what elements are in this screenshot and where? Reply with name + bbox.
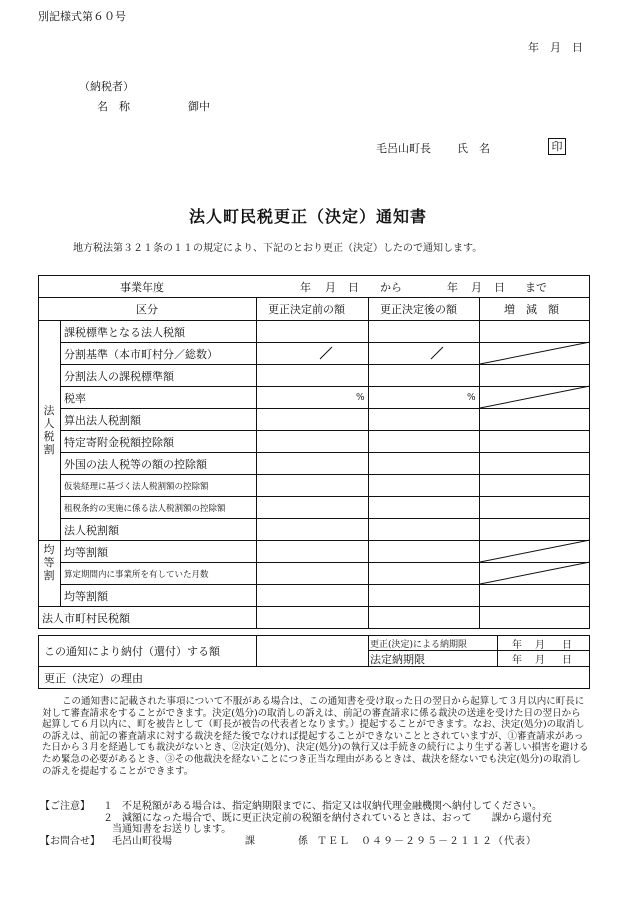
- deadline-day: 日: [562, 639, 572, 651]
- notice-text: この通知書に記載された事項について不服がある場合は、この通知書を受け取った日の翌日から起算して３月以内に町長に対して審査請求をすることができます。決定(処分)の取消しの訴えは、前記の審査請求に係る裁決の送達を受けた日の翌日から起算して６月以内に、町を被告として（町長が被告の代表者となります。）提起することができます。なお、決定(処分)の取消しの訴えは、前記の審査請求に対する裁決を経た後でなければ提起することができないこととされていますが、①審査請求があった日から３月を経過しても裁決がないとき、②決定(処分)、決定(処分)の執行又は手続きの続行により生ずる著しい損害を避けるため緊急の必要があるとき、③その他裁決を経ないことにつき正当な理由があるときは、裁決を経ないでも決定(処分)の取消しの訴えを提起することができます。: [42, 696, 589, 777]
- reason-label: 更正（決定）の理由: [44, 671, 143, 685]
- fy-from: から: [380, 280, 402, 294]
- column-header-change: 増 減 額: [504, 303, 559, 316]
- form-number: 別記様式第６０号: [38, 10, 126, 23]
- legal-deadline-year: 年: [512, 655, 522, 666]
- seal-icon: 印: [548, 138, 566, 155]
- row-label: 税率: [64, 391, 86, 405]
- fy-day-2: 日: [494, 280, 505, 294]
- legal-deadline-month: 月: [535, 655, 545, 666]
- notes-label: 【ご注意】: [40, 801, 90, 812]
- contact-label: 【お問合せ】: [40, 836, 100, 847]
- contact-section: 課: [245, 836, 255, 847]
- fy-month-1: 月: [325, 280, 336, 294]
- row-label: 課税標準となる法人税額: [64, 325, 185, 339]
- deadline-label: 更正(決定)による納期限: [370, 639, 468, 650]
- intro-text: 地方税法第３２１条の１１の規定により、下記のとおり更正（決定）したので通知します。: [73, 243, 483, 254]
- group-label-corp-tax: 法 人 税 割: [43, 404, 55, 456]
- column-header-before: 更正決定前の額: [268, 303, 345, 316]
- row-label: 算定期間内に事業所を有していた月数: [64, 569, 209, 580]
- column-header-after: 更正決定後の額: [380, 303, 457, 316]
- payment-label: この通知により納付（還付）する額: [44, 645, 220, 658]
- note-1: 不足税額がある場合は、指定納期限までに、指定又は収納代理金融機関へ納付してください。: [122, 801, 542, 812]
- contact-staff: 係: [298, 836, 308, 847]
- honorific: 御中: [188, 100, 210, 113]
- note-1-number: １: [103, 801, 113, 812]
- note-2a: 減額になった場合で、既に更正決定前の税額を納付されているときは、おって 課から還付充: [122, 813, 552, 824]
- mayor-label: 毛呂山町長: [376, 142, 431, 155]
- row-label: 法人市町村民税額: [42, 611, 130, 625]
- fy-month-2: 月: [471, 280, 482, 294]
- legal-deadline-day: 日: [562, 655, 572, 666]
- fy-day-1: 日: [348, 280, 359, 294]
- taxpayer-label: （納税者）: [79, 80, 134, 93]
- fiscal-year-label: 事業年度: [120, 280, 164, 294]
- row-label: 算出法人税割額: [64, 413, 141, 427]
- fy-year-2: 年: [447, 280, 458, 294]
- contact-office: 毛呂山町役場: [112, 836, 172, 847]
- column-header-category: 区分: [136, 303, 158, 316]
- fy-year-1: 年: [300, 280, 311, 294]
- percent-sign: %: [467, 392, 476, 403]
- row-label: 均等割額: [64, 589, 108, 603]
- row-label: 特定寄附金税額控除額: [64, 435, 174, 449]
- deadline-month: 月: [535, 639, 545, 651]
- legal-deadline-label: 法定納期限: [370, 652, 425, 666]
- row-label: 分割法人の課税標準額: [64, 369, 174, 383]
- note-2b: 当通知書をお送りします。: [112, 824, 232, 835]
- percent-sign: %: [356, 392, 365, 403]
- deadline-year: 年: [512, 639, 522, 651]
- issue-date: 年 月 日: [528, 41, 583, 54]
- fy-to: まで: [525, 280, 547, 294]
- contact-tel: ＴＥＬ ０４９－２９５－２１１２（代表）: [317, 836, 537, 847]
- name-label: 名 称: [97, 100, 130, 113]
- page-title: 法人町民税更正（決定）通知書: [189, 207, 428, 226]
- group-label-equal: 均 等 割: [43, 543, 55, 582]
- mayor-name-label: 氏 名: [457, 142, 490, 155]
- row-label: 分割基準（本市町村分／総数）: [64, 347, 218, 361]
- note-2-number: ２: [103, 813, 113, 824]
- row-label: 租税条約の実施に係る法人税割額の控除額: [64, 503, 226, 514]
- row-label: 仮装経理に基づく法人税割額の控除額: [64, 481, 209, 492]
- row-label: 法人税割額: [64, 523, 119, 537]
- row-label: 均等割額: [64, 545, 108, 559]
- row-label: 外国の法人税等の額の控除額: [64, 457, 207, 471]
